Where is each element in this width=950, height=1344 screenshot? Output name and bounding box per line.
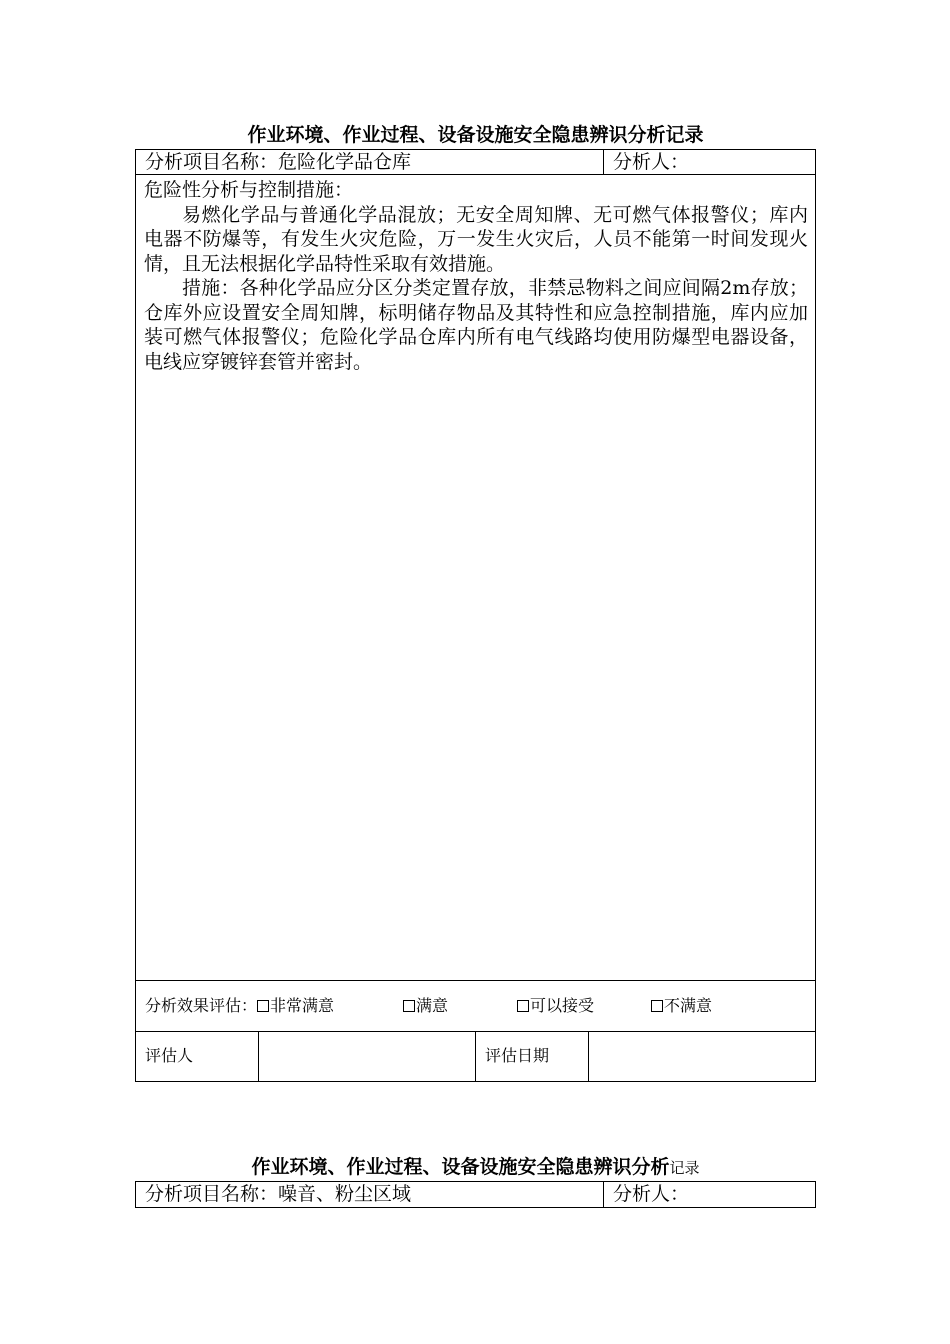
hazard-analysis (144, 178, 808, 374)
evaluation-label: 分析效果评估： (145, 996, 258, 1015)
record2-analyst-divider (603, 1181, 604, 1208)
hazard-paragraph: 易燃化学品与普通化学品混放；无安全周知牌、无可燃气体报警仪；库内电器不防爆等，有发生火灾危险，万一发生火灾后，人员不能第一时间发现火情，且无法根据化学品特性采取有效措施。 (144, 203, 808, 275)
col-divider-3 (588, 1031, 589, 1081)
evaluation-divider (135, 980, 816, 981)
measures-paragraph: 措施：各种化学品应分区分类定置存放，非禁忌物料之间应间隔2m存放；仓库外应设置安全周知牌，标明储存物品及其特性和应急控制措施，库内应加装可燃气体报警仪；危险化学品仓库内所有电气线路均使用防爆型电器设备，电线应穿镀锌套管并密封。 (144, 277, 808, 373)
record2-project-name: 分析项目名称：噪音、粉尘区域 (145, 1183, 412, 1205)
hazard-heading: 危险性分析与控制措施： (144, 179, 354, 201)
evaluator-label: 评估人 (145, 1046, 194, 1065)
header-divider (135, 174, 816, 175)
checkbox-icon (651, 1000, 663, 1012)
project-name: 分析项目名称：危险化学品仓库 (145, 151, 412, 173)
option-acceptable[interactable]: 可以接受 (517, 996, 651, 1016)
record2-analyst-label: 分析人： (613, 1183, 690, 1205)
analyst-divider (603, 149, 604, 175)
col-divider-1 (258, 1031, 259, 1081)
col-divider-2 (475, 1031, 476, 1081)
record2-title: 作业环境、作业过程、设备设施安全隐患辨识分析记录 (251, 1156, 700, 1178)
evaluation-row (145, 996, 712, 1016)
record-title: 作业环境、作业过程、设备设施安全隐患辨识分析记录 (247, 124, 704, 146)
checkbox-icon (517, 1000, 529, 1012)
option-satisfied[interactable]: 满意 (403, 996, 517, 1016)
checkbox-icon (257, 1000, 269, 1012)
option-unsatisfied[interactable]: 不满意 (651, 996, 712, 1016)
analyst-label: 分析人： (613, 151, 690, 173)
checkbox-icon (403, 1000, 415, 1012)
option-very-satisfied[interactable]: 非常满意 (257, 996, 403, 1016)
eval-date-label: 评估日期 (485, 1046, 550, 1065)
